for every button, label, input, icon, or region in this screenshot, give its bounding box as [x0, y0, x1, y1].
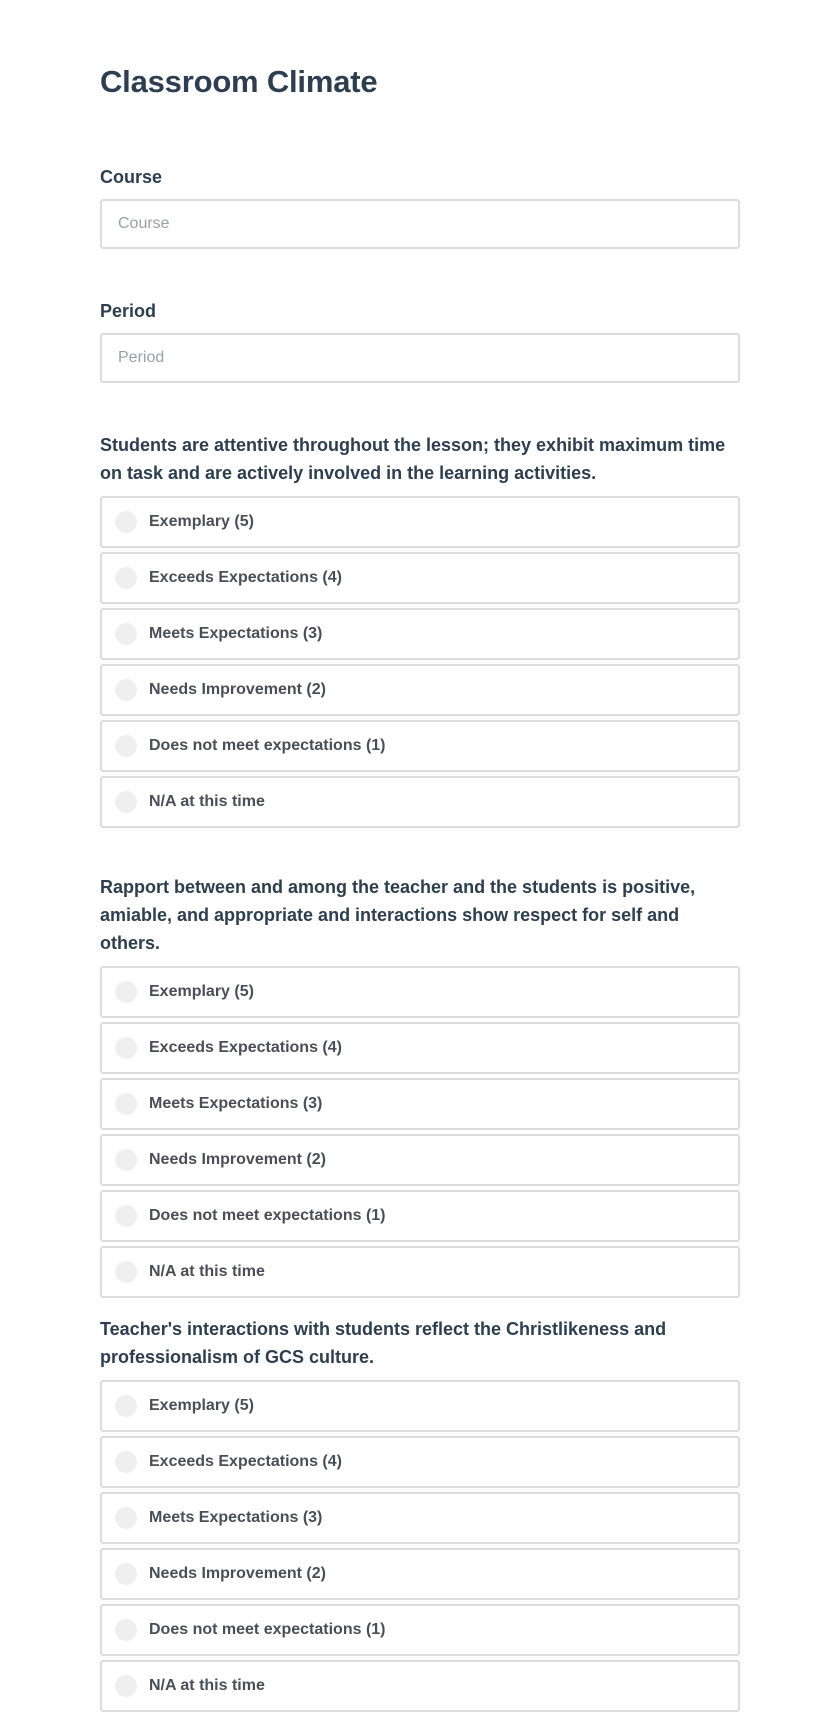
page-title: Classroom Climate [100, 64, 378, 99]
option-does-not-meet-expectations[interactable] [100, 1190, 740, 1242]
radio-circle-icon[interactable] [115, 981, 137, 1003]
radio-circle-icon[interactable] [115, 1619, 137, 1641]
radio-circle-icon[interactable] [115, 1675, 137, 1697]
question-2-options [100, 966, 740, 1298]
question-3-options [100, 1380, 740, 1712]
radio-circle-icon[interactable] [115, 791, 137, 813]
radio-circle-icon[interactable] [115, 623, 137, 645]
option-meets-expectations[interactable] [100, 1078, 740, 1130]
option-label: Does not meet expectations (1) [149, 737, 386, 754]
option-does-not-meet-expectations[interactable] [100, 720, 740, 772]
option-label: N/A at this time [149, 1263, 265, 1280]
option-label: Exceeds Expectations (4) [149, 1039, 342, 1056]
question-3 [100, 1315, 740, 1716]
course-label: Course [100, 167, 163, 187]
radio-circle-icon[interactable] [115, 1507, 137, 1529]
question-1 [100, 431, 740, 832]
option-exceeds-expectations[interactable] [100, 1022, 740, 1074]
radio-circle-icon[interactable] [115, 1149, 137, 1171]
radio-circle-icon[interactable] [115, 1093, 137, 1115]
radio-circle-icon[interactable] [115, 1395, 137, 1417]
option-exemplary[interactable] [100, 1380, 740, 1432]
option-label: Needs Improvement (2) [149, 1565, 326, 1582]
option-label: Exceeds Expectations (4) [149, 569, 342, 586]
question-1-options [100, 496, 740, 828]
option-not-applicable[interactable] [100, 1246, 740, 1298]
option-needs-improvement[interactable] [100, 1134, 740, 1186]
question-text: Teacher's interactions with students reflect the Christlikeness and professionalism of GCS culture. [100, 1319, 667, 1367]
option-not-applicable[interactable] [100, 776, 740, 828]
radio-circle-icon[interactable] [115, 1451, 137, 1473]
option-label: Exemplary (5) [149, 983, 254, 1000]
option-does-not-meet-expectations[interactable] [100, 1604, 740, 1656]
option-not-applicable[interactable] [100, 1660, 740, 1712]
radio-circle-icon[interactable] [115, 1037, 137, 1059]
option-meets-expectations[interactable] [100, 1492, 740, 1544]
option-label: Exemplary (5) [149, 513, 254, 530]
radio-circle-icon[interactable] [115, 511, 137, 533]
option-exemplary[interactable] [100, 966, 740, 1018]
option-needs-improvement[interactable] [100, 664, 740, 716]
radio-circle-icon[interactable] [115, 1205, 137, 1227]
option-label: Does not meet expectations (1) [149, 1207, 386, 1224]
radio-circle-icon[interactable] [115, 1261, 137, 1283]
option-label: Meets Expectations (3) [149, 625, 323, 642]
option-exemplary[interactable] [100, 496, 740, 548]
option-label: Meets Expectations (3) [149, 1095, 323, 1112]
question-text: Students are attentive throughout the lesson; they exhibit maximum time on task and are actively involved in the learning activities. [100, 435, 726, 483]
option-label: Needs Improvement (2) [149, 1151, 326, 1168]
option-label: N/A at this time [149, 1677, 265, 1694]
radio-circle-icon[interactable] [115, 679, 137, 701]
radio-circle-icon[interactable] [115, 735, 137, 757]
option-label: Needs Improvement (2) [149, 681, 326, 698]
option-label: Exceeds Expectations (4) [149, 1453, 342, 1470]
period-input[interactable] [100, 333, 740, 383]
option-label: Does not meet expectations (1) [149, 1621, 386, 1638]
option-needs-improvement[interactable] [100, 1548, 740, 1600]
question-text: Rapport between and among the teacher and the students is positive, amiable, and appropriate and interactions show respect for self and others. [100, 877, 696, 953]
radio-circle-icon[interactable] [115, 567, 137, 589]
period-label: Period [100, 301, 157, 321]
radio-circle-icon[interactable] [115, 1563, 137, 1585]
option-label: N/A at this time [149, 793, 265, 810]
question-2 [100, 873, 740, 1302]
option-exceeds-expectations[interactable] [100, 552, 740, 604]
option-exceeds-expectations[interactable] [100, 1436, 740, 1488]
option-label: Meets Expectations (3) [149, 1509, 323, 1526]
course-input[interactable] [100, 199, 740, 249]
option-label: Exemplary (5) [149, 1397, 254, 1414]
option-meets-expectations[interactable] [100, 608, 740, 660]
